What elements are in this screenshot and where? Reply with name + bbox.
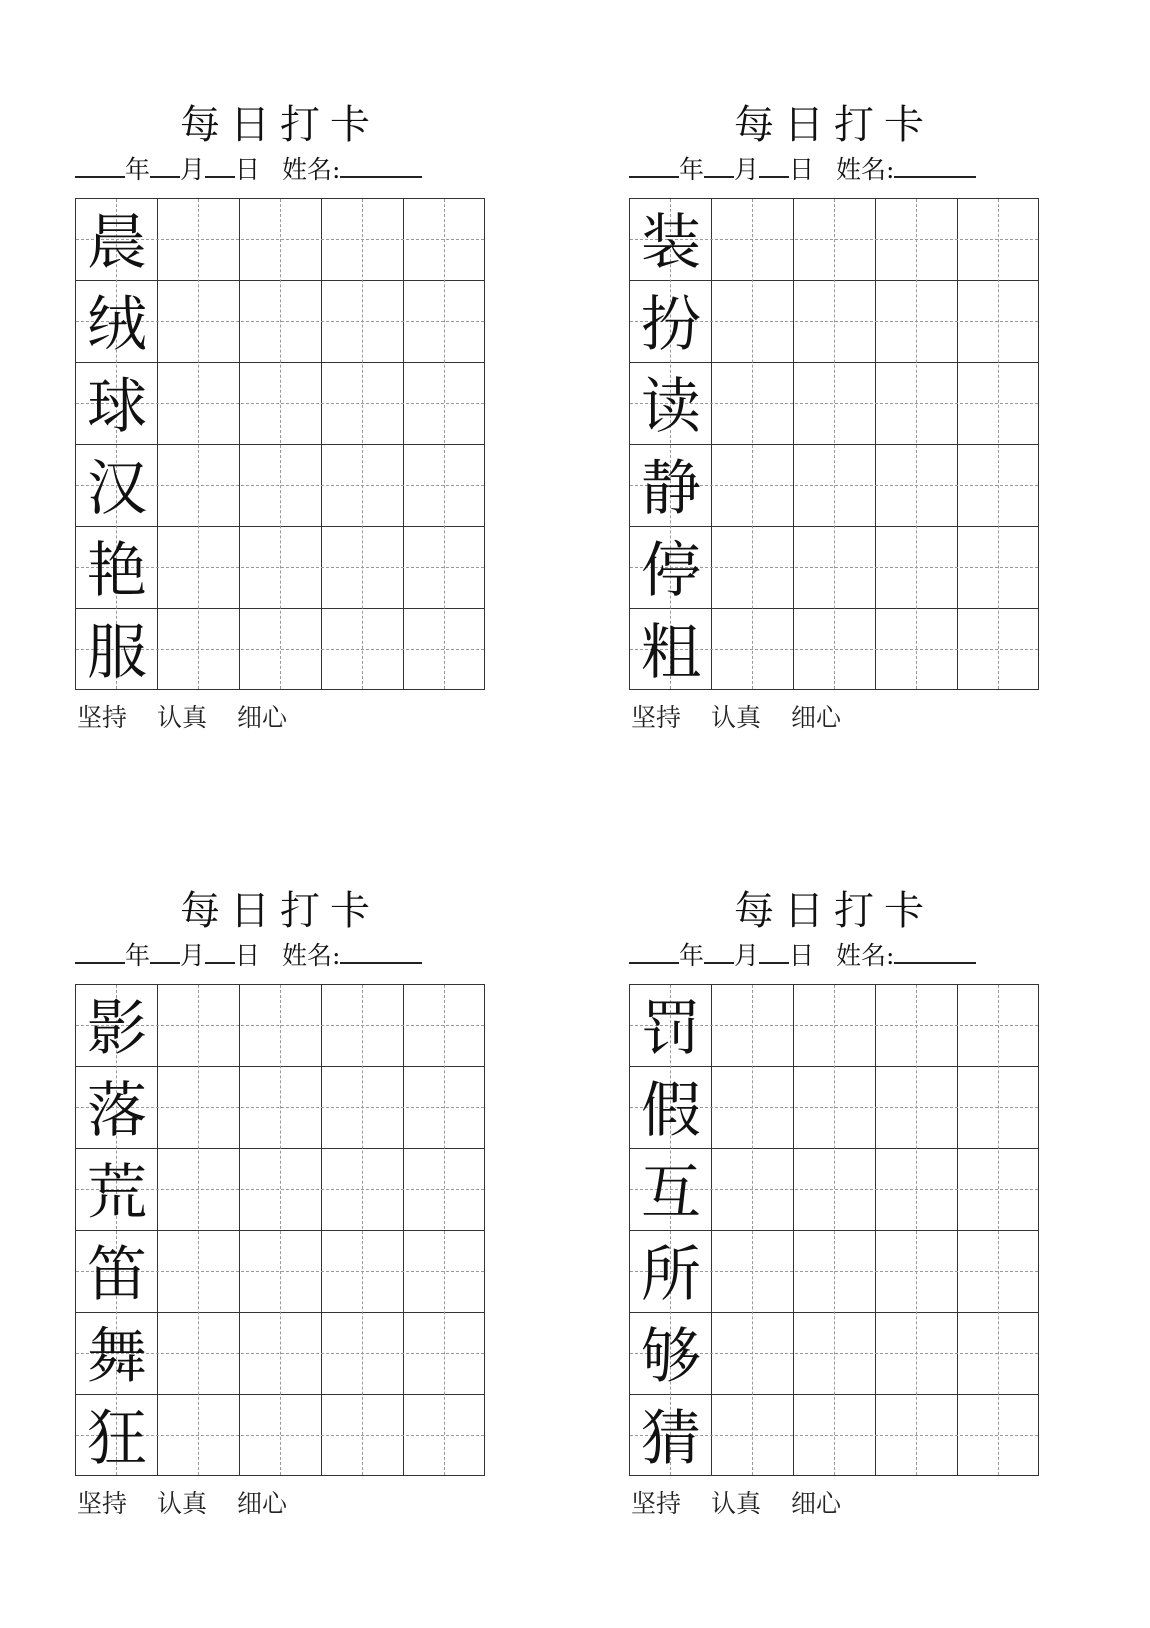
practice-cell[interactable] [322,527,404,609]
motto-line [631,698,871,738]
practice-cell[interactable] [794,609,876,691]
practice-cell[interactable] [158,281,240,363]
model-character: 粗 [641,618,701,688]
practice-cell[interactable] [712,1313,794,1395]
practice-cell[interactable] [876,1067,958,1149]
practice-cell[interactable] [958,199,1040,281]
motto-2: 认真 [157,1489,208,1518]
practice-cell[interactable] [876,363,958,445]
model-character: 落 [87,1076,147,1146]
practice-cell[interactable] [240,281,322,363]
practice-cell[interactable] [158,363,240,445]
practice-cell[interactable] [158,199,240,281]
practice-cell[interactable] [794,985,876,1067]
model-character: 假 [641,1076,701,1146]
practice-cell[interactable] [958,281,1040,363]
practice-card-2 [629,100,1039,800]
practice-cell[interactable] [712,1231,794,1313]
model-character: 够 [641,1322,701,1392]
date-name-line [629,152,1039,186]
year-blank[interactable] [75,152,125,178]
year-label: 年 [125,941,151,970]
practice-cell[interactable] [322,1395,404,1477]
year-label: 年 [679,155,705,184]
practice-cell[interactable] [958,445,1040,527]
practice-cell[interactable] [958,985,1040,1067]
month-label: 月 [734,941,760,970]
practice-cell[interactable] [240,363,322,445]
practice-cell[interactable] [240,1231,322,1313]
practice-cell[interactable] [712,199,794,281]
practice-cell[interactable] [404,1149,486,1231]
practice-cell[interactable] [794,363,876,445]
model-character: 静 [641,454,701,524]
practice-cell[interactable] [876,281,958,363]
practice-cell[interactable] [794,1149,876,1231]
model-character: 笛 [87,1240,147,1310]
motto-1: 坚持 [77,703,128,732]
model-character: 影 [87,994,147,1064]
month-label: 月 [180,941,206,970]
day-label: 日 [235,155,261,184]
date-name-line [75,152,485,186]
practice-cell[interactable] [322,1149,404,1231]
practice-cell[interactable] [404,445,486,527]
name-blank[interactable] [894,152,976,178]
day-blank[interactable] [759,152,789,178]
practice-cell[interactable] [322,445,404,527]
practice-cell[interactable] [240,199,322,281]
practice-cell[interactable] [712,1067,794,1149]
motto-3: 细心 [237,703,288,732]
practice-cell[interactable] [404,363,486,445]
practice-cell[interactable] [876,1149,958,1231]
month-blank[interactable] [704,152,734,178]
motto-3: 细心 [237,1489,288,1518]
practice-cell[interactable] [958,1067,1040,1149]
model-character: 读 [641,372,701,442]
model-character: 所 [641,1240,701,1310]
name-blank[interactable] [894,938,976,964]
name-label: 姓名: [836,155,895,184]
name-label: 姓名: [836,941,895,970]
practice-cell[interactable] [712,445,794,527]
practice-cell[interactable] [240,445,322,527]
motto-2: 认真 [711,703,762,732]
year-blank[interactable] [629,938,679,964]
practice-cell[interactable] [794,281,876,363]
practice-cell[interactable] [240,1395,322,1477]
day-blank[interactable] [759,938,789,964]
model-character: 艳 [87,536,147,606]
practice-cell[interactable] [240,1313,322,1395]
practice-cell[interactable] [322,363,404,445]
practice-cell[interactable] [794,1231,876,1313]
practice-cell[interactable] [712,281,794,363]
practice-cell[interactable] [158,1149,240,1231]
motto-3: 细心 [791,703,842,732]
model-character: 晨 [87,208,147,278]
practice-cell[interactable] [794,527,876,609]
day-blank[interactable] [205,152,235,178]
card-title: 每日打卡 [734,102,934,148]
practice-cell[interactable] [958,609,1040,691]
practice-cell[interactable] [876,527,958,609]
model-character: 舞 [87,1322,147,1392]
card-title: 每日打卡 [180,888,380,934]
practice-cell[interactable] [712,1395,794,1477]
practice-cell[interactable] [322,1067,404,1149]
practice-cell[interactable] [322,985,404,1067]
practice-cell[interactable] [322,609,404,691]
month-blank[interactable] [704,938,734,964]
practice-cell[interactable] [712,609,794,691]
practice-cell[interactable] [958,363,1040,445]
practice-cell[interactable] [712,985,794,1067]
model-character: 服 [87,618,147,688]
practice-cell[interactable] [404,1231,486,1313]
model-character: 球 [87,372,147,442]
model-character: 汉 [87,454,147,524]
date-name-line [75,938,485,972]
practice-cell[interactable] [404,609,486,691]
practice-cell[interactable] [404,1313,486,1395]
date-name-line [629,938,1039,972]
model-character: 互 [641,1158,701,1228]
practice-cell[interactable] [712,527,794,609]
practice-cell[interactable] [404,1067,486,1149]
name-label: 姓名: [282,941,341,970]
motto-line [77,698,317,738]
month-blank[interactable] [150,152,180,178]
practice-cell[interactable] [158,985,240,1067]
day-label: 日 [789,941,815,970]
practice-cell[interactable] [240,609,322,691]
practice-cell[interactable] [404,985,486,1067]
name-blank[interactable] [340,152,422,178]
model-character: 装 [641,208,701,278]
motto-3: 细心 [791,1489,842,1518]
practice-cell[interactable] [322,281,404,363]
year-blank[interactable] [629,152,679,178]
practice-card-4 [629,886,1039,1586]
practice-cell[interactable] [794,1313,876,1395]
motto-1: 坚持 [631,1489,682,1518]
practice-cell[interactable] [158,609,240,691]
name-label: 姓名: [282,155,341,184]
practice-cell[interactable] [712,1149,794,1231]
practice-cell[interactable] [322,199,404,281]
practice-card-3 [75,886,485,1586]
practice-cell[interactable] [794,445,876,527]
year-blank[interactable] [75,938,125,964]
motto-line [77,1484,317,1524]
day-blank[interactable] [205,938,235,964]
practice-cell[interactable] [794,199,876,281]
card-title: 每日打卡 [734,888,934,934]
card-title: 每日打卡 [180,102,380,148]
model-character: 狂 [87,1404,147,1474]
practice-cell[interactable] [158,1231,240,1313]
motto-line [631,1484,871,1524]
practice-cell[interactable] [876,1313,958,1395]
year-label: 年 [679,941,705,970]
practice-cell[interactable] [794,1395,876,1477]
practice-cell[interactable] [958,1231,1040,1313]
practice-cell[interactable] [158,1395,240,1477]
practice-cell[interactable] [876,1231,958,1313]
practice-cell[interactable] [404,199,486,281]
model-character: 停 [641,536,701,606]
tianzige-grid [75,984,485,1476]
practice-cell[interactable] [712,363,794,445]
practice-cell[interactable] [240,1149,322,1231]
model-character: 扮 [641,290,701,360]
motto-2: 认真 [711,1489,762,1518]
model-character: 荒 [87,1158,147,1228]
practice-cell[interactable] [158,527,240,609]
practice-cell[interactable] [958,1395,1040,1477]
month-label: 月 [734,155,760,184]
day-label: 日 [235,941,261,970]
day-label: 日 [789,155,815,184]
practice-cell[interactable] [240,985,322,1067]
motto-1: 坚持 [77,1489,128,1518]
practice-cell[interactable] [958,1313,1040,1395]
tianzige-grid [629,198,1039,690]
practice-cell[interactable] [404,281,486,363]
practice-cell[interactable] [322,1231,404,1313]
motto-2: 认真 [157,703,208,732]
practice-cell[interactable] [158,1067,240,1149]
name-blank[interactable] [340,938,422,964]
practice-cell[interactable] [404,1395,486,1477]
tianzige-grid [75,198,485,690]
practice-cell[interactable] [876,1395,958,1477]
model-character: 绒 [87,290,147,360]
practice-cell[interactable] [158,445,240,527]
model-character: 罚 [641,994,701,1064]
practice-cell[interactable] [876,445,958,527]
practice-card-1 [75,100,485,800]
model-character: 猜 [641,1404,701,1474]
year-label: 年 [125,155,151,184]
practice-cell[interactable] [876,199,958,281]
practice-cell[interactable] [958,1149,1040,1231]
month-blank[interactable] [150,938,180,964]
practice-cell[interactable] [240,527,322,609]
practice-cell[interactable] [322,1313,404,1395]
tianzige-grid [629,984,1039,1476]
practice-cell[interactable] [876,985,958,1067]
month-label: 月 [180,155,206,184]
practice-cell[interactable] [158,1313,240,1395]
practice-cell[interactable] [240,1067,322,1149]
practice-cell[interactable] [404,527,486,609]
practice-cell[interactable] [794,1067,876,1149]
practice-cell[interactable] [876,609,958,691]
motto-1: 坚持 [631,703,682,732]
practice-cell[interactable] [958,527,1040,609]
